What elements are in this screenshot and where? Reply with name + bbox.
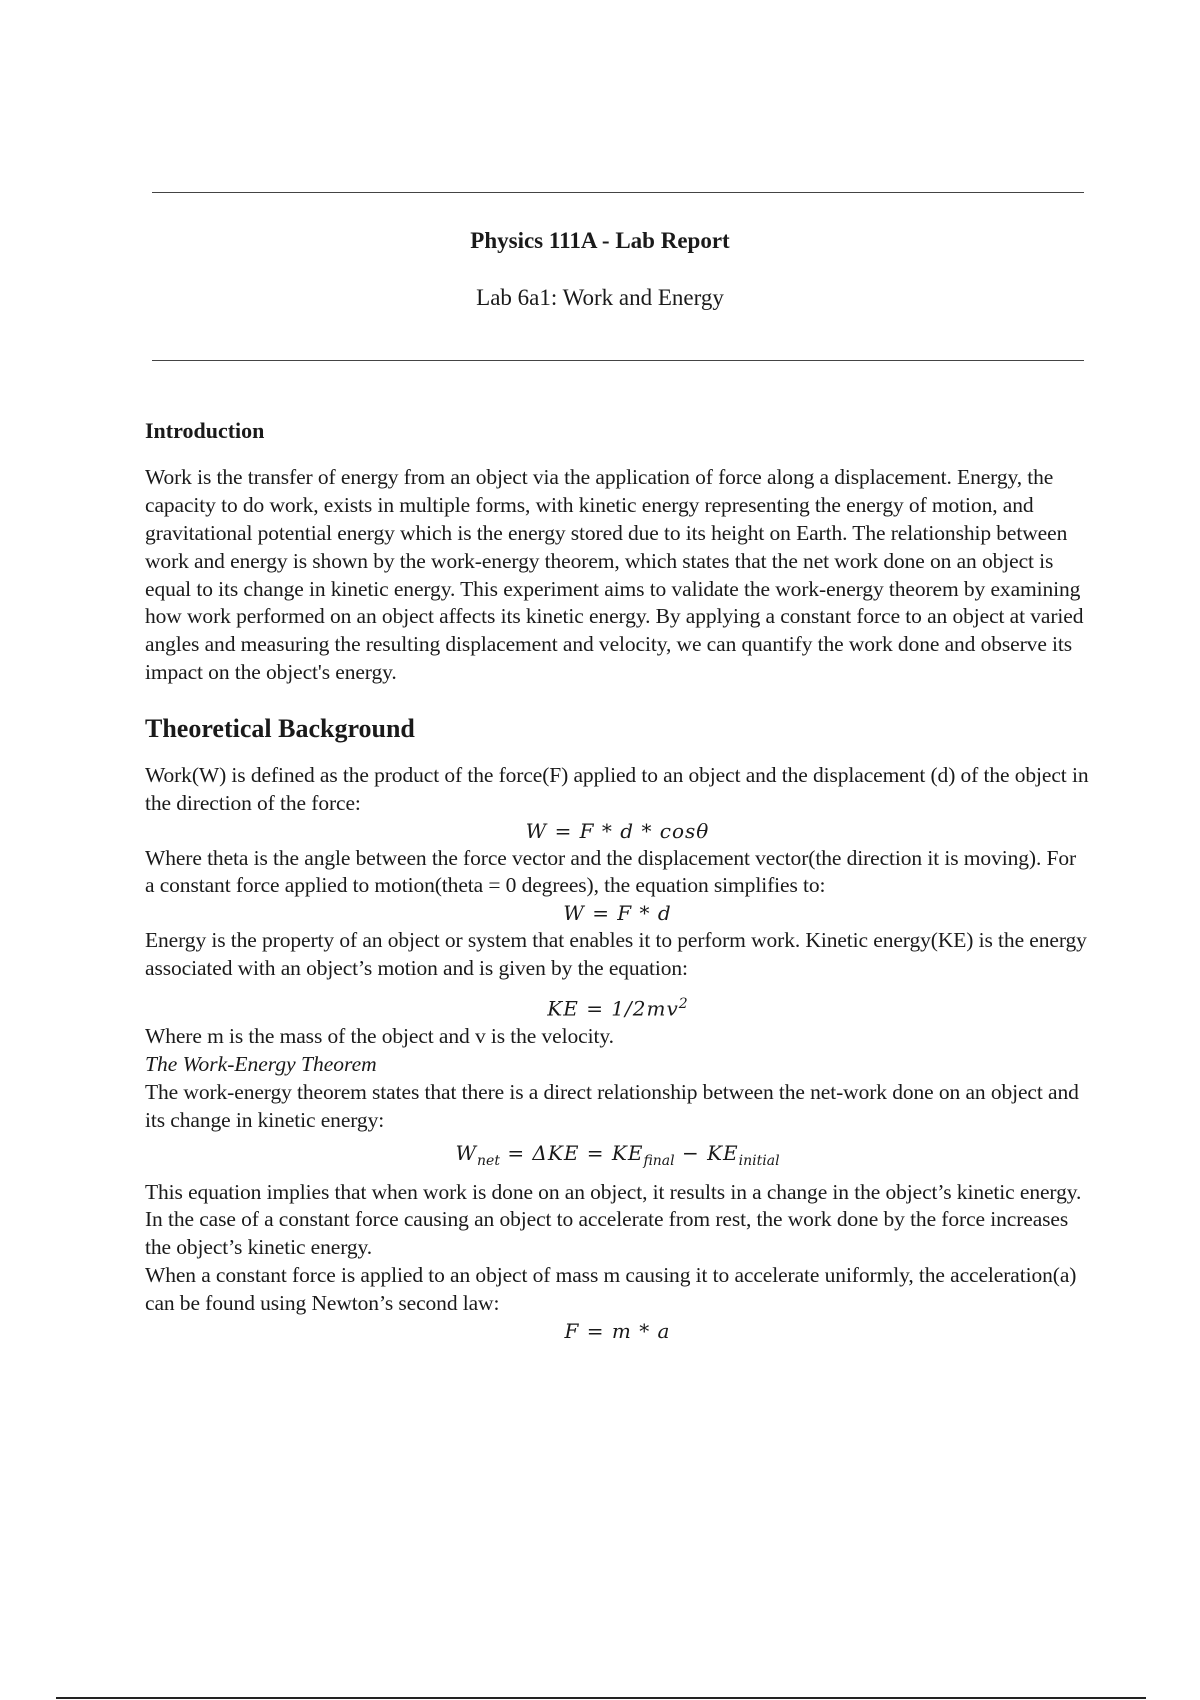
minus-ke-term: − KE: [681, 1140, 739, 1165]
w-symbol: W: [455, 1140, 478, 1165]
kinetic-energy-paragraph: Energy is the property of an object or system that enables it to perform work. Kinetic energy(KE) is the energy associated with an object’s motion and is given by the equation:: [145, 928, 1087, 980]
final-subscript: final: [643, 1152, 675, 1169]
work-energy-theorem-subheading: The Work-Energy Theorem: [145, 1052, 377, 1077]
kinetic-energy-equation: [145, 983, 1090, 1024]
lab-title: Lab 6a1: Work and Energy: [476, 285, 724, 310]
newton-second-law-equation: F = m * a: [564, 1318, 671, 1343]
theta-explanation-paragraph: Where theta is the angle between the force vector and the displacement vector(the direction it is moving). For a constant force applied to motion(theta = 0 degrees), the equation simplifies to:: [145, 845, 1077, 898]
implication-paragraph: This equation implies that when work is done on an object, it results in a change in the object’s kinetic energy. In the case of a constant force causing an object to accelerate from rest, the work done by the force increases the object’s kinetic energy.: [145, 1179, 1082, 1260]
introduction-paragraph: Work is the transfer of energy from an object via the application of force along a displacement. Energy, the capacity to do work, exists in multiple forms, with kinetic energy representing the energy of motion, and gravitational potential energy which is the energy stored due to its height on Earth. The relationship between work and energy is shown by the work-energy theorem, which states that the net work done on an object is equal to its change in kinetic energy. This experiment aims to validate the work-energy theorem by examining how work performed on an object affects its kinetic energy. By applying a constant force to an object at varied angles and measuring the resulting displacement and velocity, we can quantify the work done and observe its impact on the object's energy.: [145, 465, 1084, 684]
ke-equation-body: KE = 1/2mv: [547, 996, 679, 1021]
work-definition-paragraph: Work(W) is defined as the product of the force(F) applied to an object and the displacement (d) of the object in the direction of the force:: [145, 762, 1089, 815]
course-title: Physics 111A - Lab Report: [470, 228, 730, 253]
work-energy-theorem-equation: [145, 1135, 1090, 1179]
theorem-paragraph: The work-energy theorem states that there is a direct relationship between the net-work done on an object and its change in kinetic energy:: [145, 1079, 1079, 1132]
introduction-heading: Introduction: [145, 418, 265, 443]
newton-law-paragraph: When a constant force is applied to an object of mass m causing it to accelerate uniformly, the acceleration(a) can be found using Newton’s second law:: [145, 1262, 1077, 1315]
simplified-work-equation: W = F * d: [563, 901, 672, 926]
mass-velocity-note: Where m is the mass of the object and v is the velocity.: [145, 1024, 614, 1049]
ke-equation-exponent: 2: [678, 995, 688, 1012]
delta-ke-term: = ΔKE = KE: [507, 1140, 644, 1165]
header-bottom-rule: [152, 360, 1084, 361]
page-bottom-rule: [56, 1697, 1146, 1699]
net-subscript: net: [477, 1152, 500, 1169]
header-top-rule: [152, 192, 1084, 193]
initial-subscript: initial: [738, 1152, 780, 1169]
report-body: [145, 418, 1090, 1345]
theoretical-background-heading: Theoretical Background: [145, 713, 415, 743]
work-equation: W = F * d * cosθ: [525, 818, 710, 843]
